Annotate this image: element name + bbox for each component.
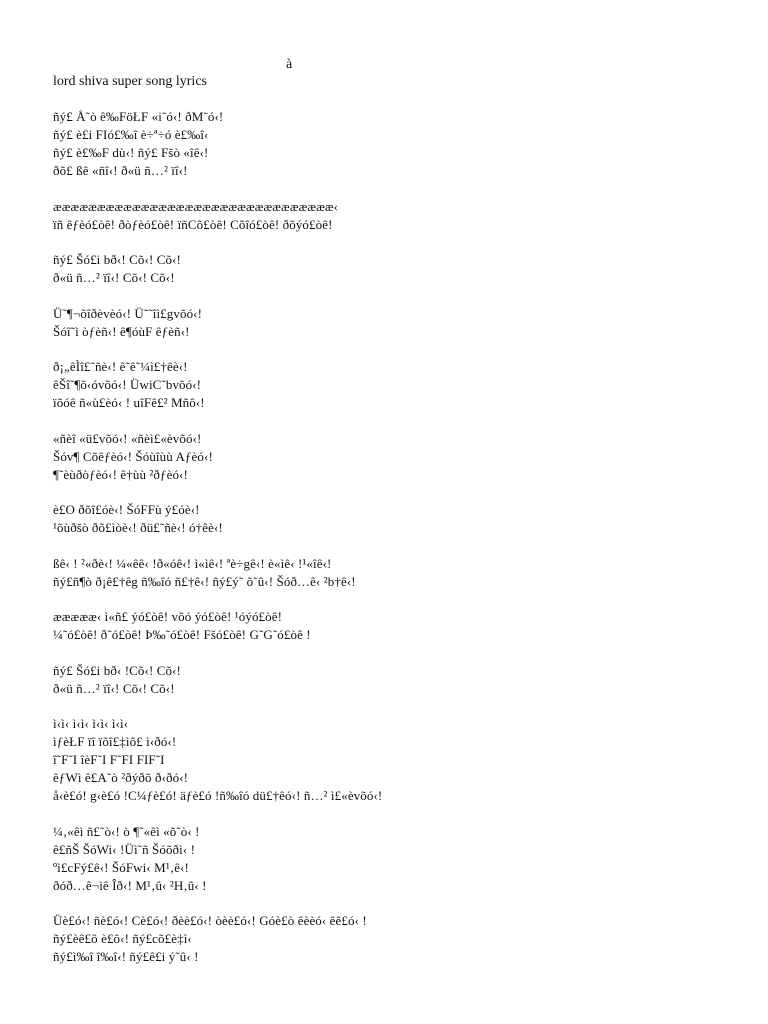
lyrics-line: ñý£ Šó£i bð‹ !Cõ‹! Cõ‹!	[53, 662, 181, 678]
lyrics-line: ñý£ è£i FIó£‰î è÷ª÷ó è£‰î‹	[53, 127, 209, 142]
lyrics-stanza	[53, 358, 743, 412]
lyrics-stanza	[53, 608, 743, 644]
lyrics-stanza	[53, 430, 743, 484]
lyrics-stanza	[53, 108, 743, 180]
lyrics-stanza	[53, 823, 743, 895]
page-title: lord shiva super song lyrics	[53, 74, 207, 89]
lyrics-line: ðõ£ ßê «ñî‹! ð«ü ñ…² ïî‹!	[53, 163, 188, 178]
lyrics-stanza	[53, 198, 743, 234]
lyrics-stanza	[53, 555, 743, 591]
lyrics-line: Šóî˜ì òƒèñ‹! ê¶óùF êƒèñ‹!	[53, 323, 190, 339]
lyrics-line: êŠî˜¶õ‹óvõó‹! ÜwiC˜bvõó‹!	[53, 377, 202, 392]
lyrics-line: ñý£ Šó£i bð‹! Cõ‹! Cõ‹!	[53, 252, 181, 267]
lyrics-line: ïñ êƒèó£òê! ðòƒèó£òê! ïñCõ£òê! Cõîó£òê! ðõýó£òê!	[53, 216, 333, 232]
lyrics-stanza	[53, 662, 743, 698]
lyrics-stanza	[53, 501, 743, 537]
lyrics-line: ßê‹ ! ²«ðè‹! ¼«êê‹ !ð«óê‹! ì«ìê‹! ªè÷gê‹! è«ìê‹ !¹«îê‹!	[53, 555, 332, 571]
lyrics-body	[53, 108, 743, 984]
lyrics-line: î˜F˜I îèF˜I F˜FI FIF˜I	[53, 752, 165, 767]
lyrics-stanza	[53, 251, 743, 287]
lyrics-line: ææææææææææææææææææææææææææææææææ‹	[53, 198, 339, 214]
lyrics-line: ¶˜èùðòƒèó‹! ê†ùù ²ðƒèó‹!	[53, 466, 188, 482]
lyrics-stanza	[53, 715, 743, 805]
lyrics-line: å‹è£ó! g‹è£ó !C¼ƒè£ó! äƒè£ó !ñ‰îó dü£†êó‹! ñ…² ì£«èvõó‹!	[53, 788, 383, 803]
lyrics-line: ñý£ì‰î î‰î‹! ñý£ê£i ý˜û‹ !	[53, 949, 199, 964]
lyrics-stanza	[53, 912, 743, 966]
lyrics-line: ïõóê ñ«ù£èó‹ ! uîFê£² Mñô‹!	[53, 395, 205, 410]
lyrics-line: Šóv¶ Cõêƒèó‹! Šóùîùù Aƒèó‹!	[53, 448, 213, 464]
lyrics-line: Ü˜¶¬õîðèvèó‹! Ü˜˜îì£gvõó‹!	[53, 305, 203, 321]
lyrics-line: ð¡„êÌî£˜ñè‹! ê˜ê˜¼ì£†êè‹!	[53, 359, 188, 374]
lyrics-line: Üè£ó‹! ñè£ó‹! Cè£ó‹! ðèè£ó‹! òèè£ó‹! Góè£ò êèèó‹ êê£ó‹ !	[53, 913, 367, 928]
lyrics-line: ñý£ñ¶ò ð¡ê£†êg ñ‰îó ñ£†ê‹! ñý£ý˜ õ˜û‹! Šóð…ê‹ ²b†ê‹!	[53, 573, 356, 589]
lyrics-line: ê£ñŠ ŠóWi‹ !Üì˜ñ Šóõðì‹ !	[53, 841, 196, 857]
lyrics-stanza	[53, 305, 743, 341]
lyrics-line: ð«ü ñ…² ïî‹! Cõ‹! Cõ‹!	[53, 270, 175, 285]
lyrics-line: ñý£èê£ô è£ô‹! ñý£cõ£è‡ì‹	[53, 931, 192, 946]
lyrics-line: «ñèî «ü£võó‹! «ñèì£«èvõó‹!	[53, 430, 202, 446]
lyrics-line: æææææ‹ ì«ñ£ ýó£òê! võó ýó£òê! ¹óýó£òê!	[53, 609, 283, 624]
lyrics-line: ¼‚«êì ñ£˜ò‹! ò ¶˜«êì «õ˜ò‹ !	[53, 823, 200, 839]
lyrics-line: ìƒèŁF ïî ïõî£‡ìõ£ ì‹ðó‹!	[53, 734, 177, 749]
lyrics-line: ì‹ì‹ ì‹ì‹ ì‹ì‹ ì‹ì‹	[53, 716, 129, 731]
lyrics-line: ð«ü ñ…² ïî‹! Cõ‹! Cõ‹!	[53, 680, 175, 696]
lyrics-line: ñý£ Å˜ò ê‰FöŁF «i˜ó‹! ðM˜ó‹!	[53, 109, 224, 124]
lyrics-line: è£O ðõî£óè‹! ŠóFFù ý£óè‹!	[53, 502, 200, 517]
lyrics-line: ¹õùðšò ðõ£ìòè‹! ðü£˜ñè‹! ó†êè‹!	[53, 520, 223, 535]
lyrics-line: êƒWì ê£A˜ò ²ðýðõ ð‹ðó‹!	[53, 770, 189, 785]
lyrics-line: ñý£ è£‰F dù‹! ñý£ Fšò «îê‹!	[53, 145, 209, 160]
header-mark: à	[286, 57, 293, 72]
lyrics-line: ðóð…ê¬ìê Îð‹! M¹‚û‹ ²H‚û‹ !	[53, 877, 207, 893]
lyrics-line: ºì£cFý£ê‹! ŠóFwi‹ M¹‚ê‹!	[53, 859, 189, 875]
lyrics-line: ¼˜ó£òê! ð˜ó£òê! Þ‰˜ó£òê! Fšó£òê! G˜G˜ó£òê !	[53, 627, 311, 642]
